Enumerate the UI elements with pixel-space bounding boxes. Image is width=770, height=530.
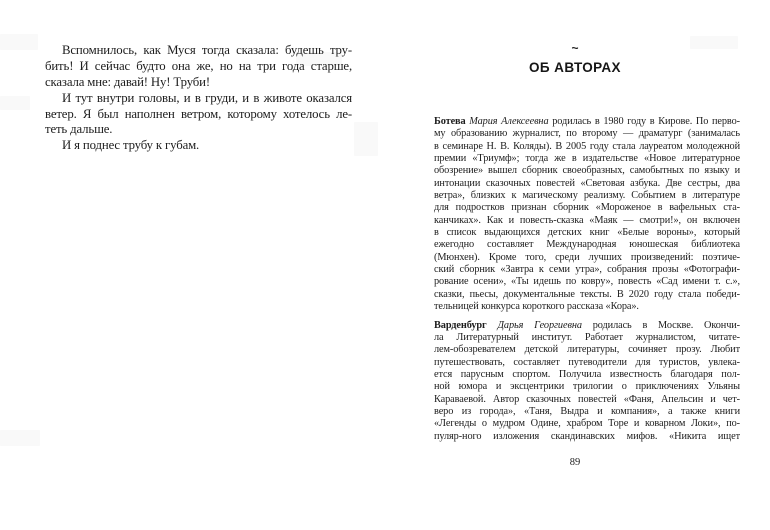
text-line: ский сборник «Завтра к семи утра», собрания прозы «Фотографи-	[434, 264, 740, 276]
text-line: Ботева Мария Алексеевна родилась в 1980 году в Кирове. По перво-	[434, 116, 740, 127]
text-line: ветра», близких к магическому реализму. Событием в литературе	[434, 190, 740, 202]
text-line: премии «Триумф»; тогда же в издательстве «Новое литературное	[434, 153, 740, 165]
text-line: Вспомнилось, как Муся тогда сказала: будешь тру-	[62, 43, 352, 57]
text-line: Варденбург Дарья Георгиевна родилась в Москве. Окончи-	[434, 319, 740, 331]
text-line: И тут внутри головы, и в груди, и в животе оказался	[62, 90, 352, 105]
scan-artifact	[0, 96, 30, 110]
left-page-text	[45, 43, 352, 154]
text-line: интонации сказочных повестей «Световая азбука. Две сестры, два	[434, 177, 740, 189]
scan-artifact	[0, 34, 38, 50]
text-line: веро из города», «Таня, Выдра и компания», а также книги	[434, 405, 740, 417]
text-line: сказки, пьесы, документальные тексты. В 2020 году стала победи-	[434, 288, 740, 300]
text-line: И я поднес трубу к губам.	[62, 138, 200, 153]
page-number: 89	[569, 457, 581, 468]
text-line: в семинаре Н. В. Коляды). В 2005 году стала лауреатом молодежной	[434, 140, 740, 152]
text-line: теть дальше.	[45, 122, 113, 137]
text-line: Караваевой. Автор сказочных повестей «Фаня, Апельсин и чет-	[434, 393, 740, 405]
text-line: ется парусным спортом. Получила известность благодаря пол-	[434, 368, 740, 380]
text-line: ной юмора и эксцентрики трилогии о приключениях Ульяны	[434, 381, 740, 393]
text-line: му образованию журналист, по второму — драматург (занималась	[434, 128, 740, 140]
scan-artifact	[0, 430, 40, 446]
text-line: канчиках». Как и повесть-сказка «Маяк — смотри!», он включен	[434, 214, 740, 226]
text-line: обозрение» вышел сборник своеобразных, самобытных по языку и	[434, 165, 740, 177]
text-line: путешествовать, составляет путеводители для туристов, увлека-	[434, 356, 740, 368]
text-line: ежегодно составляет Международная юношеская библиотека	[434, 239, 740, 251]
section-ornament: ~	[571, 41, 579, 55]
paragraph	[434, 320, 740, 443]
text-line: ветер. Я был наполнен ветром, которому хотелось ле-	[45, 106, 352, 121]
text-line: сказала мне: давай! Ну! Труби!	[45, 74, 210, 89]
about-authors-body	[434, 116, 740, 449]
paragraph	[45, 91, 352, 139]
text-line: рование осени», «Ты идешь по ковру», повесть «Сад имени т. с.»,	[434, 276, 740, 288]
scan-artifact	[354, 122, 378, 156]
text-line: (Мюнхен). Кроме того, среди лучших произведений: поэтиче-	[434, 251, 740, 263]
text-line: пуляр-ного изложения скандинавских мифов. «Никита ищет	[434, 430, 740, 442]
text-line: в список выдающихся детских книг «Белые вороны», который	[434, 227, 740, 239]
text-line: ла Литературный институт. Работает журналистом, читате-	[434, 331, 740, 343]
text-line: «Легенды о мудром Одине, храбром Торе и коварном Локи», по-	[434, 418, 740, 430]
text-line: для подростков признан сборник «Мороженое в вафельных ста-	[434, 202, 740, 214]
paragraph	[434, 116, 740, 314]
text-line: лем-обозревателем детской литературы, сочиняет прозу. Любит	[434, 344, 740, 356]
paragraph	[45, 138, 352, 154]
paragraph	[45, 43, 352, 91]
text-line: тельницей конкурса короткого рассказа «Кора».	[434, 301, 639, 313]
section-title: ОБ АВТОРАХ	[529, 60, 621, 75]
text-line: бить! И сейчас будто она же, но на три года старше,	[45, 58, 352, 73]
